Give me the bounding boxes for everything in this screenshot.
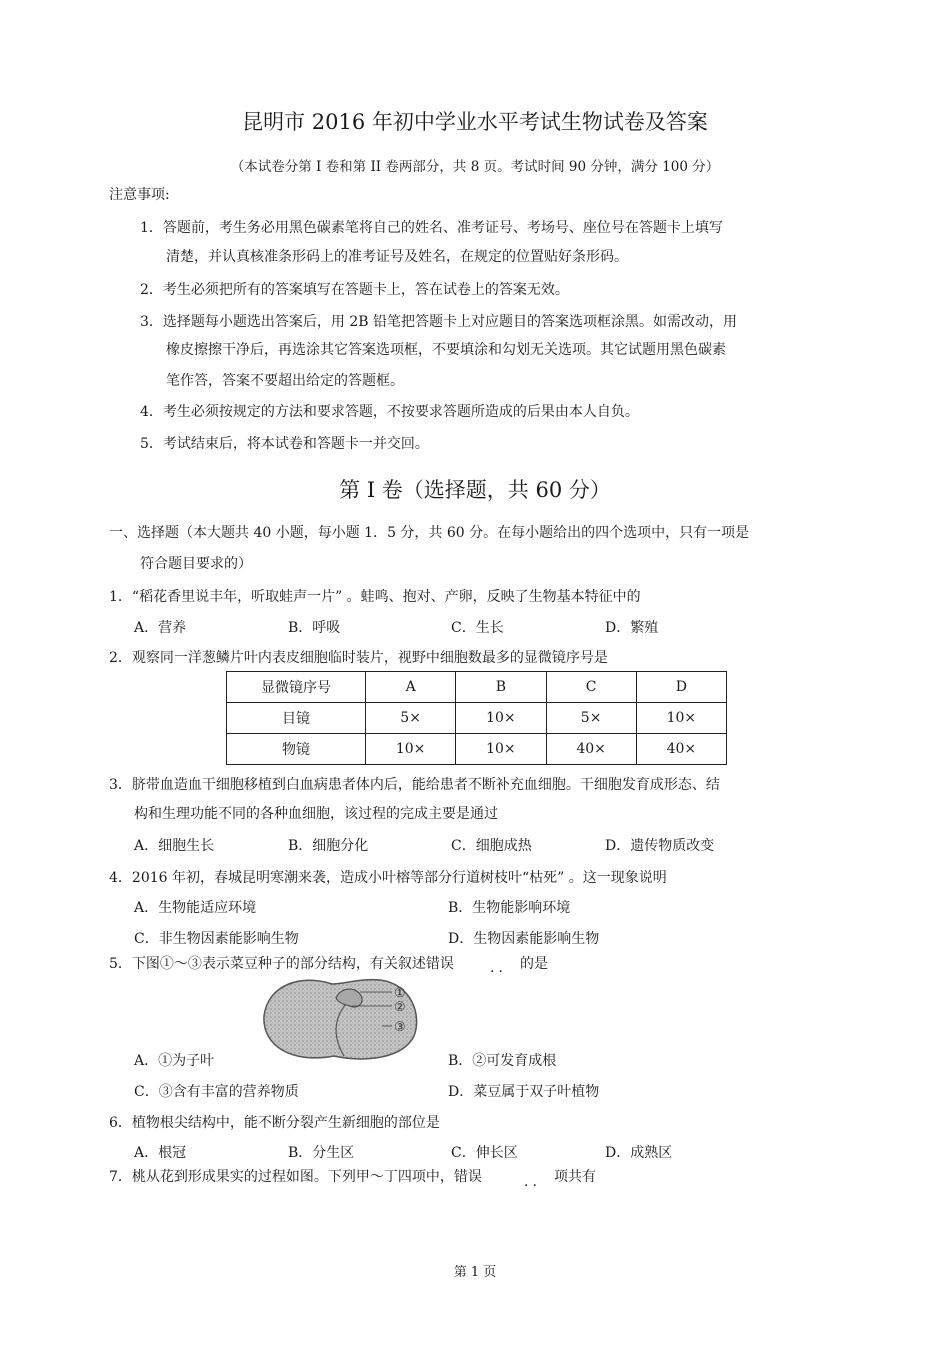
question-2-stem: 2．观察同一洋葱鳞片叶内表皮细胞临时装片，视野中细胞数最多的显微镜序号是 xyxy=(109,650,608,666)
question-7-stem: 7．桃从花到形成果实的过程如图。下列甲～丁四项中，错误 xyxy=(109,1169,482,1185)
section-intro: 一、选择题（本大题共 40 小题，每小题 1．5 分，共 60 分。在每小题给出的四个选项中，只有一项是 xyxy=(109,525,750,541)
notice-item: 清楚，并认真核准条形码上的准考证号及姓名，在规定的位置贴好条形码。 xyxy=(166,249,628,265)
option: A．细胞生长 xyxy=(134,838,215,854)
notice-item: 橡皮擦擦干净后，再选涂其它答案选项框，不要填涂和勾划无关选项。其它试题用黑色碳素 xyxy=(166,342,726,358)
table-cell: 10× xyxy=(636,703,726,734)
question-3-stem-cont: 构和生理功能不同的各种血细胞，该过程的完成主要是通过 xyxy=(134,806,498,822)
question-5-stem-end: 的是 xyxy=(520,956,548,972)
question-1-stem: 1．“稻花香里说丰年，听取蛙声一片” 。蛙鸣、抱对、产卵，反映了生物基本特征中的 xyxy=(109,589,641,605)
option: D．菜豆属于双子叶植物 xyxy=(448,1084,600,1100)
table-cell: C xyxy=(546,672,636,703)
notice-item: 笔作答，答案不要超出给定的答题框。 xyxy=(166,373,404,389)
option: B．②可发育成根 xyxy=(448,1053,557,1069)
notice-item: 3．选择题每小题选出答案后，用 2B 铅笔把答题卡上对应题目的答案选项框涂黑。如需改动，用 xyxy=(140,314,738,330)
emphasis-dots: .. xyxy=(490,960,507,976)
microscope-table xyxy=(226,671,727,765)
bean-seed-diagram xyxy=(262,976,442,1062)
question-7-stem-end: 项共有 xyxy=(554,1169,596,1185)
option: D．遗传物质改变 xyxy=(605,838,715,854)
table-row xyxy=(227,672,727,703)
page-title: 昆明市 2016 年初中学业水平考试生物试卷及答案 xyxy=(242,110,708,134)
option: D．繁殖 xyxy=(605,620,659,636)
option: A．①为子叶 xyxy=(134,1053,215,1069)
label-2: ② xyxy=(394,1000,406,1015)
table-cell: 5× xyxy=(546,703,636,734)
option: B．细胞分化 xyxy=(288,838,369,854)
table-cell: 10× xyxy=(456,734,546,765)
option: C．③含有丰富的营养物质 xyxy=(134,1084,299,1100)
table-cell: D xyxy=(636,672,726,703)
table-cell: A xyxy=(366,672,456,703)
option: B．呼吸 xyxy=(288,620,341,636)
option: D．成熟区 xyxy=(605,1145,673,1161)
table-cell: 目镜 xyxy=(227,703,366,734)
section-title: 第 I 卷（选择题，共 60 分） xyxy=(339,478,611,502)
emphasis-dots: .. xyxy=(524,1174,541,1190)
option: D．生物因素能影响生物 xyxy=(448,931,600,947)
label-3: ③ xyxy=(394,1020,406,1035)
option: B．生物能影响环境 xyxy=(448,900,571,916)
option: C．生长 xyxy=(451,620,504,636)
table-cell: B xyxy=(456,672,546,703)
question-4-stem: 4．2016 年初，春城昆明寒潮来袭，造成小叶榕等部分行道树枝叶“枯死” 。这一现象说明 xyxy=(109,870,667,886)
question-3-stem: 3．脐带血造血干细胞移植到白血病患者体内后，能给患者不断补充血细胞。干细胞发育成形态、结 xyxy=(109,777,720,793)
option: A．根冠 xyxy=(134,1145,187,1161)
table-cell: 10× xyxy=(366,734,456,765)
option: A．营养 xyxy=(134,620,187,636)
option: B．分生区 xyxy=(288,1145,355,1161)
question-6-stem: 6．植物根尖结构中，能不断分裂产生新细胞的部位是 xyxy=(109,1115,440,1131)
page-number: 第 1 页 xyxy=(453,1265,497,1280)
section-intro: 符合题目要求的） xyxy=(140,556,252,572)
table-row xyxy=(227,734,727,765)
notice-heading: 注意事项: xyxy=(109,187,170,203)
table-cell: 显微镜序号 xyxy=(227,672,366,703)
table-cell: 10× xyxy=(456,703,546,734)
option: C．非生物因素能影响生物 xyxy=(134,931,299,947)
table-cell: 5× xyxy=(366,703,456,734)
notice-item: 2．考生必须把所有的答案填写在答题卡上，答在试卷上的答案无效。 xyxy=(140,282,569,298)
table-cell: 物镜 xyxy=(227,734,366,765)
notice-item: 1．答题前，考生务必用黑色碳素笔将自己的姓名、准考证号、考场号、座位号在答题卡上填写 xyxy=(140,220,723,236)
option: C．细胞成热 xyxy=(451,838,532,854)
notice-item: 5．考试结束后，将本试卷和答题卡一并交回。 xyxy=(140,436,429,452)
exam-info: （本试卷分第 I 卷和第 II 卷两部分，共 8 页。考试时间 90 分钟，满分 100 分） xyxy=(230,159,720,175)
table-cell: 40× xyxy=(546,734,636,765)
label-1: ① xyxy=(394,986,406,1001)
option: A．生物能适应环境 xyxy=(134,900,257,916)
table-cell: 40× xyxy=(636,734,726,765)
table-row xyxy=(227,703,727,734)
notice-item: 4．考生必须按规定的方法和要求答题，不按要求答题所造成的后果由本人自负。 xyxy=(140,404,639,420)
question-5-stem: 5．下图①～③表示菜豆种子的部分结构，有关叙述错误 xyxy=(109,956,454,972)
option: C．伸长区 xyxy=(451,1145,518,1161)
